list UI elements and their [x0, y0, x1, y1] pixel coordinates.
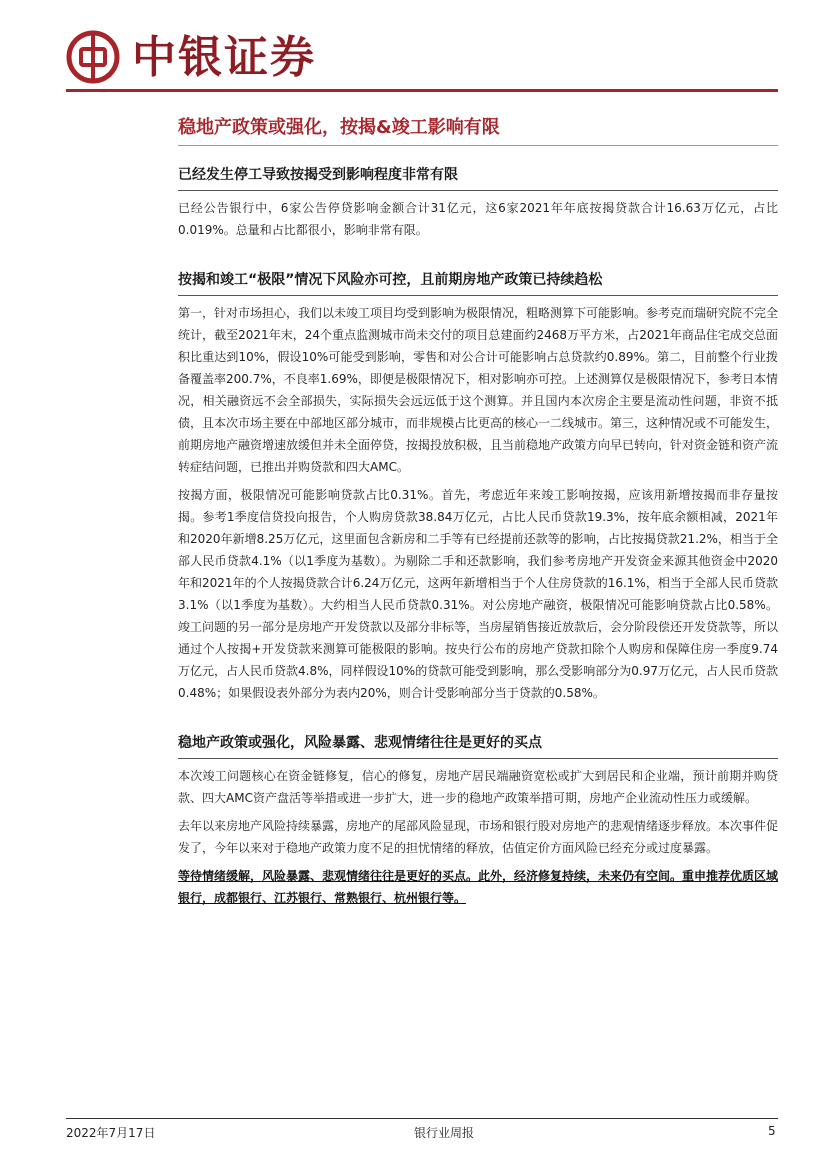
section-1	[178, 158, 778, 241]
emphasis-paragraph: 等待情绪缓解，风险暴露、悲观情绪往往是更好的买点。此外，经济修复持续，未来仍有空间。重申推荐优质区域银行，成都银行、江苏银行、常熟银行、杭州银行等。	[178, 869, 779, 905]
footer-report-type: 银行业周报	[414, 1126, 475, 1140]
page-title: 稳地产政策或强化，按揭&竣工影响有限	[178, 117, 500, 138]
section-heading: 按揭和竣工“极限”情况下风险亦可控，且前期房地产政策已持续趋松	[178, 263, 778, 296]
bank-of-china-logo-icon	[66, 30, 120, 84]
paragraph: 第一，针对市场担心，我们以未竣工项目均受到影响为极限情况，粗略测算下可能影响。参考克而瑞研究院不完全统计，截至2021年末，24个重点监测城市尚未交付的项目总建面约2468万平方米，占2021年商品住宅成交总面积比重达到10%，假设10%可能受到影响，零售和对公合计可能影响占总贷款约0.89%。第二，目前整个行业拨备覆盖率200.7%，不良率1.69%，即便是极限情况下，相对影响亦可控。上述测算仅是极限情况下，参考日本情况，相关融资远不会全部损失，实际损失会远远低于这个测算。并且国内本次房企主要是流动性问题，非资不抵债，且本次市场主要在中部地区部分城市，而非规模占比更高的核心一二线城市。第三，这种情况或不可能发生，前期房地产融资增速放缓但并未全面停贷，按揭投放积极，且当前稳地产政策方向早已转向，针对资金链和资产流转症结问题，已推出并购贷款和四大AMC。	[178, 306, 779, 474]
paragraph: 去年以来房地产风险持续暴露，房地产的尾部风险显现，市场和银行股对房地产的悲观情绪逐步释放。本次事件促发了，今年以来对于稳地产政策力度不足的担忧情绪的释放，估值定价方面风险已经充分或过度暴露。	[178, 819, 779, 855]
section-3	[178, 726, 778, 909]
section-heading: 已经发生停工导致按揭受到影响程度非常有限	[178, 158, 778, 191]
footer-date: 2022年7月17日	[66, 1126, 156, 1140]
footer-rule	[66, 1118, 778, 1119]
title-divider	[178, 145, 778, 146]
brand-name: 中银证券	[132, 32, 316, 83]
paragraph: 已经公告银行中，6家公告停贷影响金额合计31亿元，这6家2021年年底按揭贷款合计16.63万亿元，占比0.019%。总量和占比都很小，影响非常有限。	[178, 201, 778, 237]
report-header	[66, 30, 778, 90]
paragraph: 本次竣工问题核心在资金链修复，信心的修复，房地产居民端融资宽松或扩大到居民和企业端，预计前期并购贷款、四大AMC资产盘活等举措或进一步扩大，进一步的稳地产政策举措可期，房地产企业流动性压力或缓解。	[178, 769, 778, 805]
section-heading: 稳地产政策或强化，风险暴露、悲观情绪往往是更好的买点	[178, 726, 778, 759]
section-2	[178, 263, 778, 704]
paragraph: 按揭方面，极限情况可能影响贷款占比0.31%。首先，考虑近年来竣工影响按揭，应该用新增按揭而非存量按揭。参考1季度信贷投向报告，个人购房贷款38.84万亿元，占比人民币贷款19.3%，按年底余额相减，2021年和2020年新增8.25万亿元，这里面包含新房和二手等有已经提前还款等的影响，占比按揭贷款21.2%，相当于全部人民币贷款4.1%（以1季度为基数）。为剔除二手和还款影响，我们参考房地产开发资金来源其他资金中2020年和2021年的个人按揭贷款合计6.24万亿元，这两年新增相当于个人住房贷款的16.1%，相当于全部人民币贷款3.1%（以1季度为基数）。大约相当人民币贷款0.31%。对公房地产融资，极限情况可能影响贷款占比0.58%。竣工问题的另一部分是房地产开发贷款以及部分非标等，当房屋销售接近放款后，会分阶段偿还开发贷款等，所以通过个人按揭+开发贷款来测算可能极限的影响。按央行公布的房地产贷款扣除个人购房和保障住房一季度9.74万亿元，占人民币贷款4.8%，同样假设10%的贷款可能受到影响，那么受影响部分为0.97万亿元，占人民币贷款0.48%；如果假设表外部分为表内20%，则合计受影响部分当于贷款的0.58%。	[178, 488, 779, 700]
page-number: 5	[768, 1124, 776, 1138]
main-content	[178, 158, 778, 909]
header-rule	[66, 89, 778, 92]
